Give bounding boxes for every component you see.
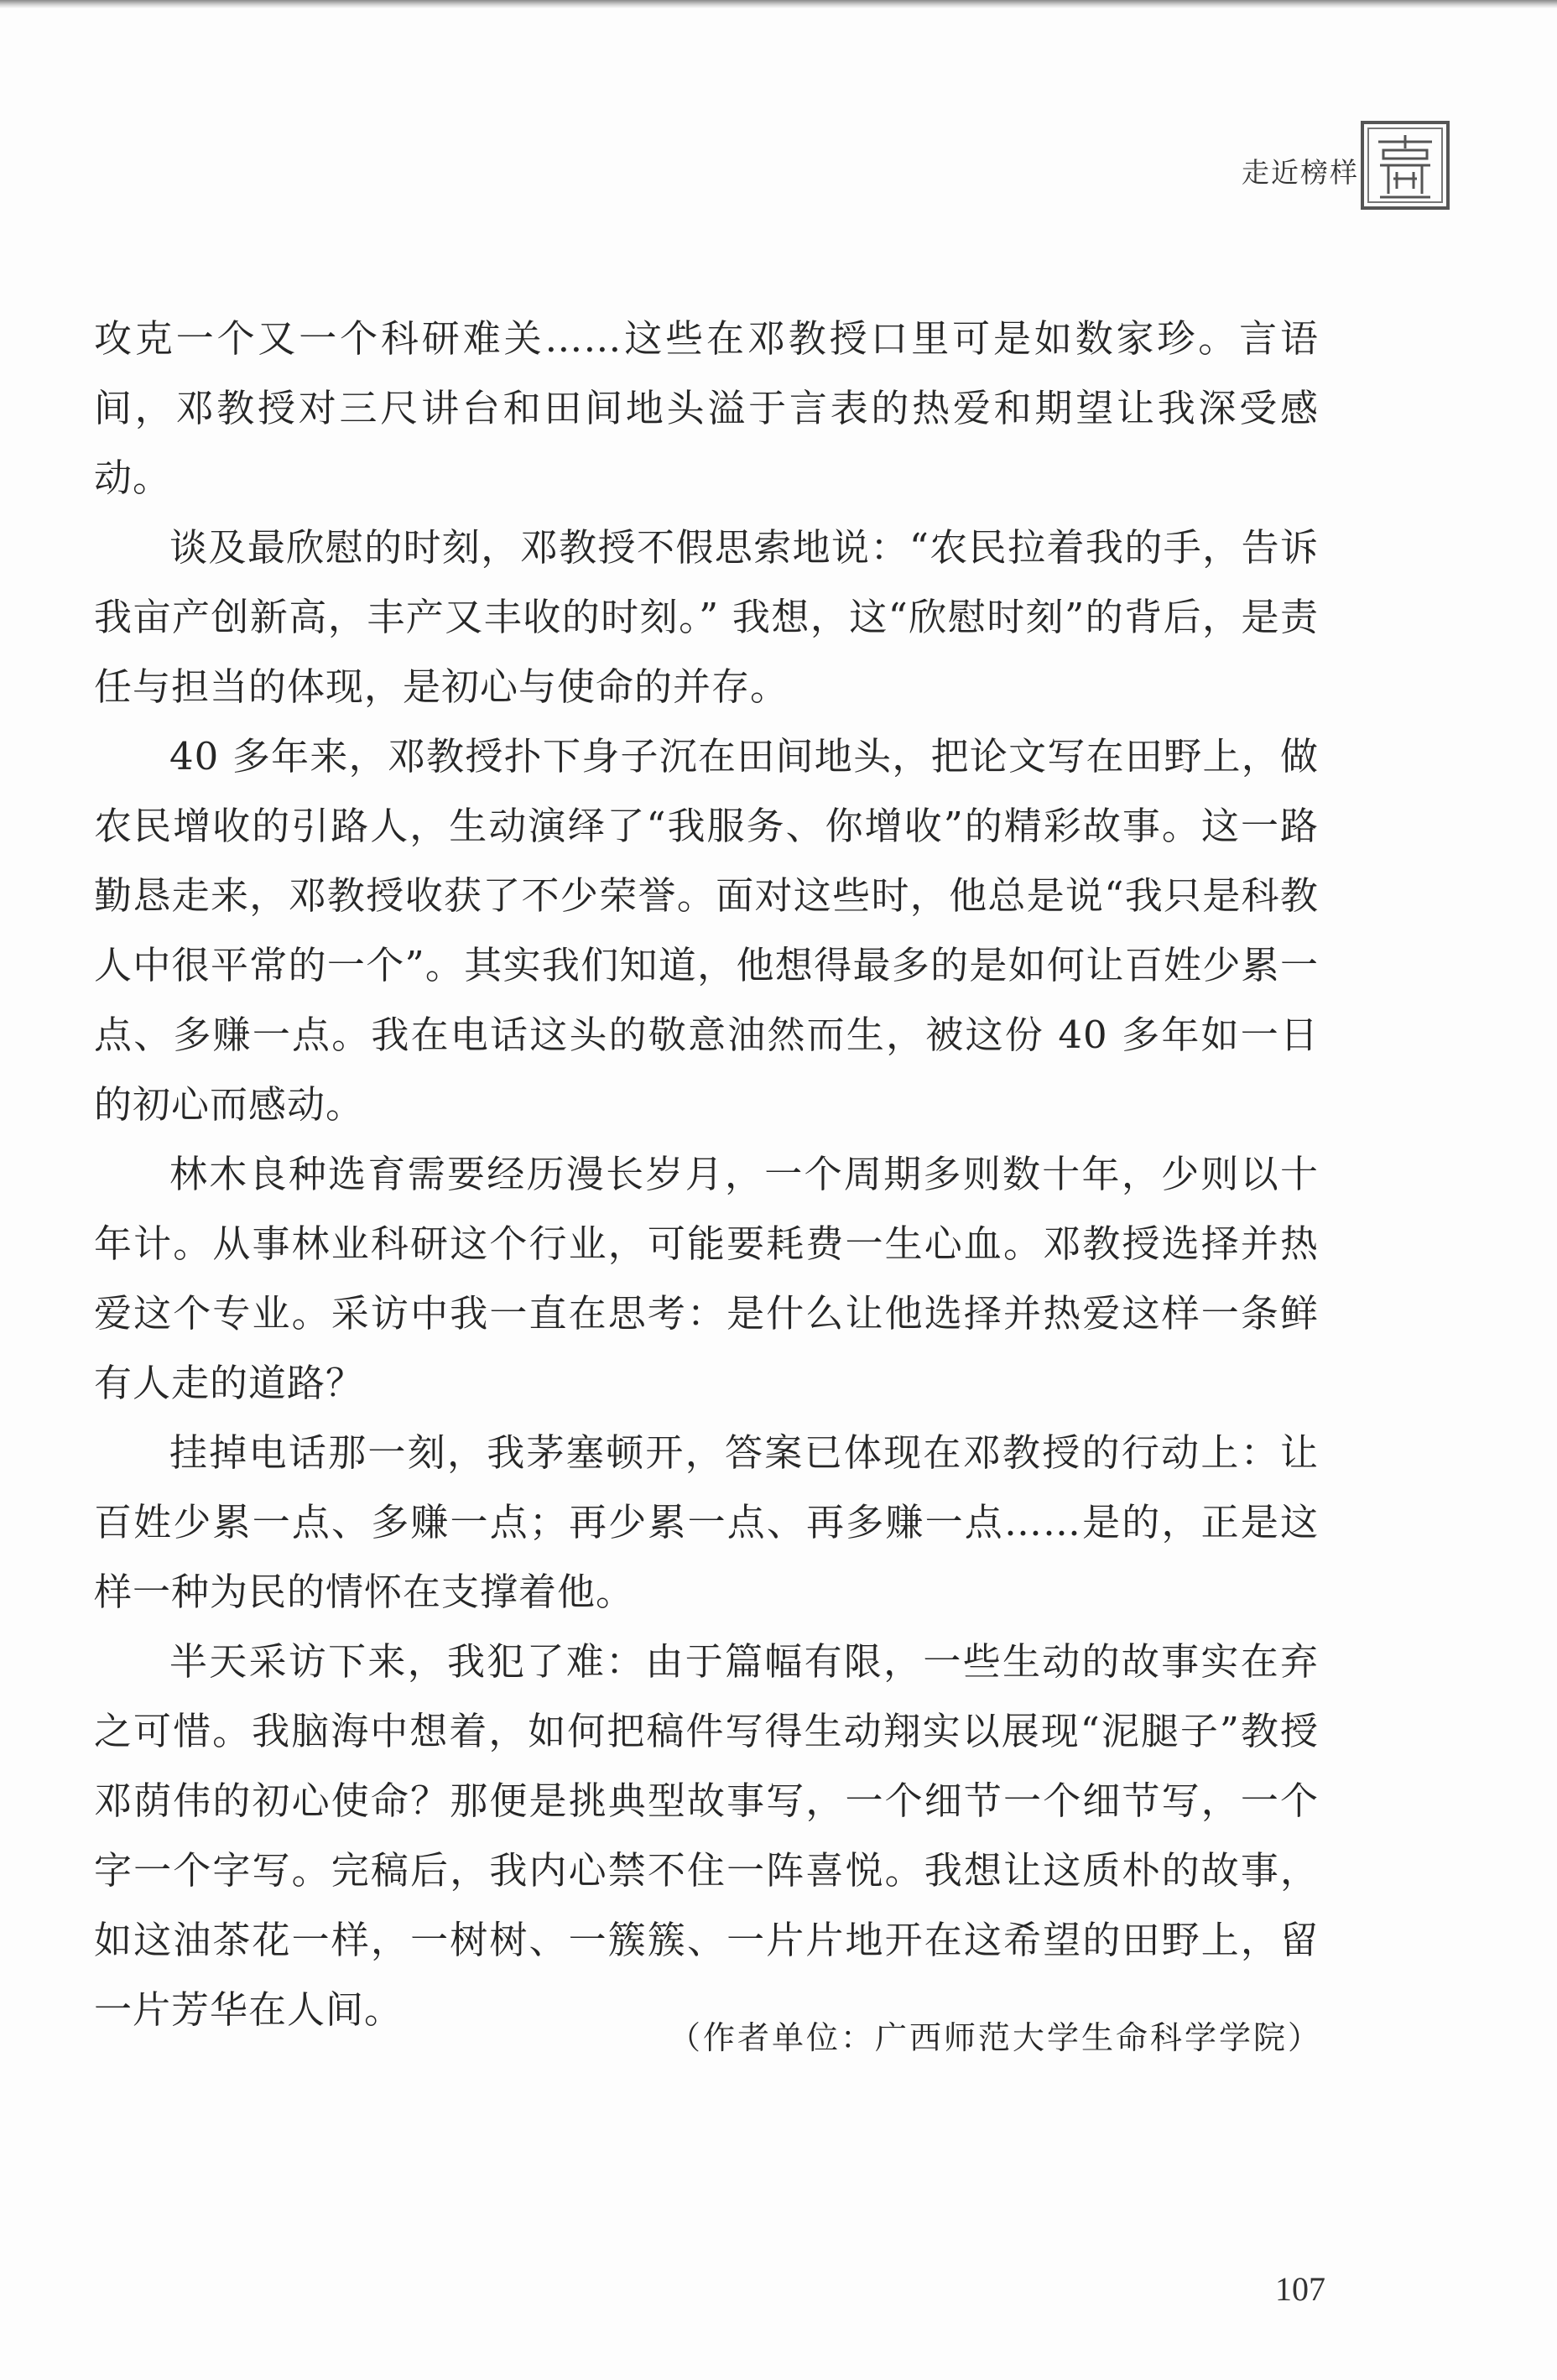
paragraph: 40 多年来，邓教授扑下身子沉在田间地头，把论文写在田野上，做农民增收的引路人，生动演绎了“我服务、你增收”的精彩故事。这一路勤恳走来，邓教授收获了不少荣誉。面对这些时，他总是说“我只是科教人中很平常的一个”。其实我们知道，他想得最多的是如何让百姓少累一点、多赚一点。我在电话这头的敬意油然而生，被这份 40 多年如一日的初心而感动。 — [94, 734, 1319, 1127]
page-number: 107 — [1275, 2270, 1325, 2308]
paragraph: 林木良种选育需要经历漫长岁月，一个周期多则数十年，少则以十年计。从事林业科研这个行业，可能要耗费一生心血。邓教授选择并热爱这个专业。采访中我一直在思考：是什么让他选择并热爱这样一条鲜有人走的道路？ — [94, 1152, 1319, 1405]
page-top-edge — [0, 0, 1557, 8]
author-affiliation: （作者单位：广西师范大学生命科学学院） — [668, 2019, 1322, 2056]
seal-icon — [1360, 120, 1450, 211]
paragraph: 谈及最欣慰的时刻，邓教授不假思索地说：“农民拉着我的手，告诉我亩产创新高，丰产又丰收的时刻。” 我想，这“欣慰时刻”的背后，是责任与担当的体现，是初心与使命的并存。 — [94, 525, 1319, 709]
paragraph: 攻克一个又一个科研难关……这些在邓教授口里可是如数家珍。言语间，邓教授对三尺讲台和田间地头溢于言表的热爱和期望让我深受感动。 — [94, 316, 1319, 500]
paragraph: 半天采访下来，我犯了难：由于篇幅有限，一些生动的故事实在弃之可惜。我脑海中想着，如何把稿件写得生动翔实以展现“泥腿子”教授邓荫伟的初心使命？那便是挑典型故事写，一个细节一个细节写，一个字一个字写。完稿后，我内心禁不住一阵喜悦。我想让这质朴的故事，如这油茶花一样，一树树、一簇簇、一片片地开在这希望的田野上，留一片芳华在人间。 — [94, 1639, 1319, 2032]
paragraph: 挂掉电话那一刻，我茅塞顿开，答案已体现在邓教授的行动上：让百姓少累一点、多赚一点；再少累一点、再多赚一点……是的，正是这样一种为民的情怀在支撑着他。 — [94, 1430, 1319, 1614]
body-text — [94, 304, 1319, 2044]
running-head: 走近榜样 — [1242, 156, 1359, 189]
